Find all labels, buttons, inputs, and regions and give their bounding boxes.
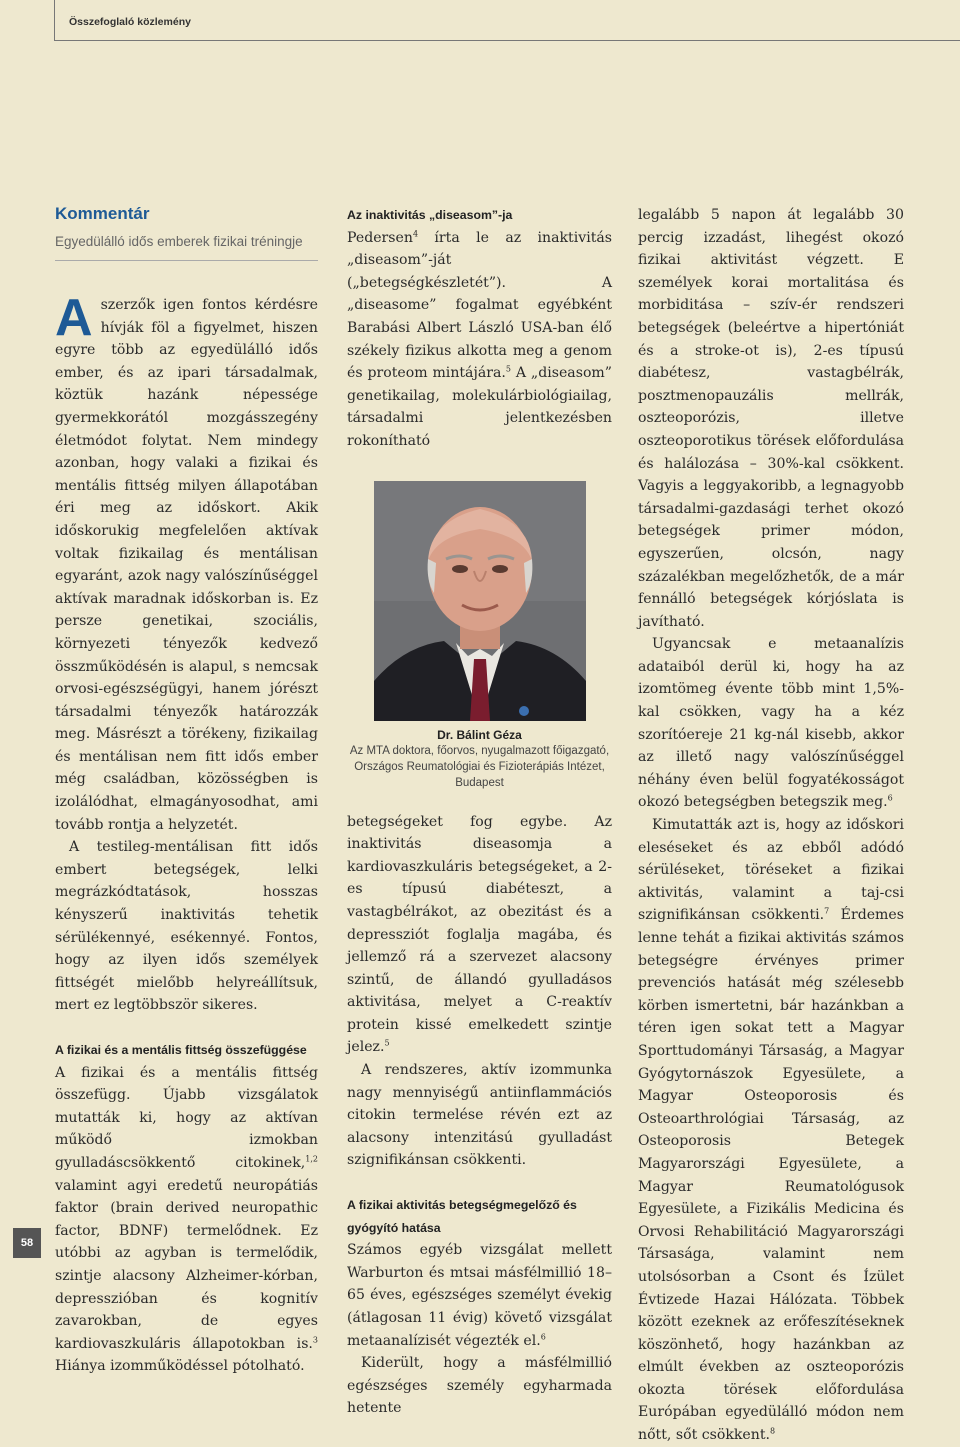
paragraph (638, 633, 904, 814)
paragraph (347, 227, 612, 453)
paragraph-text: betegségeket fog egybe. Az inaktivitás diseasomja a kardiovaszkuláris betegségeket, a 2-es típusú diabéteszt, a vastagbélrákot, az obezitást és a depressziót foglalja magába, és jellemző rá a szervezet alacsony szintű, de állandó gyulladásos aktivitása, melyet a C-reaktív protein kissé emelkedett szintje jelez. (347, 813, 612, 1056)
paragraph-text: szerzők igen fontos kérdésre hívják föl a figyelmet, hiszen egyre több az egyedülálló idős ember, és az ipari társadalmak, köztük hazánk népessége gyermekkorától mozgásszegény életmódot folytat. Nem mindegy azonban, hogy valaki a fizikai és mentális fittség milyen állapotában éri meg az időskort. Akik időskorukig megfelelően aktívak voltak fizikailag és mentálisan egyaránt, azok nagy valószínűséggel aktívak maradnak időskorban is. Ez persze genetikai, szociális, környezeti tényezők kedvező összműködésén is alapul, s nemcsak orvosi-egészségügyi, hanem jórészt társadalmi tényezők határozzák meg. Másrészt a törékeny, fizikailag és mentálisan nem fitt idős ember még családban, közösségben is izolálódhat, elmagányosodhat, ami tovább rontja a helyzetét. (55, 297, 318, 833)
footnote-ref: 4 (412, 228, 419, 238)
subheading: A fizikai és a mentális fittség összefüggése (55, 1043, 307, 1057)
footnote-ref: 3 (312, 1335, 318, 1345)
paragraph: legalább 5 napon át legalább 30 percig izzadást, lihegést okozó fizikai aktivitást végzett. E személyek korai mortalitása és morbiditása – szív-ér rendszeri betegségek (beleértve a hipertóniát és a stroke-ot is), 2-es típusú diabétesz, vastagbélrák, posztmenopauzális mellrák, oszteoporózis, illetve oszteoporotikus törések előfordulása és halálozása – 30%-kal csökkent. Vagyis a leggyakoribb, a legnagyobb társadalmi-gazdasági terhet okozó betegségek primer módon, egyszerűen, olcsón, nagy százalékban megelőzhetők, de a már fennálló betegségek kórjóslata is javítható. (638, 207, 904, 630)
paragraph (347, 811, 612, 1060)
paragraph-text: valamint agyi eredetű neuropátiás faktor (brain derived neuropathic factor, BDNF) termelődnek. Ez utóbbi az agyban is termelődik, szintje alacsony Alzheimer-kórban, depresszióban és kognitív zavarokban, de egyes kardiovaszkuláris állapotokban is. (55, 1177, 318, 1352)
column-1 (55, 204, 318, 1378)
section-title: Kommentár (55, 204, 150, 223)
page-number: 58 (13, 1228, 41, 1258)
paragraph-text: Érdemes lenne tehát a fizikai aktivitás számos betegségre érvényes primer prevenciós hatását még szélesebb körben ismertetni, bár hazánkban a téren igen sokat tett a Magyar Sporttudományi Társaság, a Magyar Gyógytornászok Egyesülete, a Magyar Osteoporosis és Osteoarthrológiai Társaság, az Osteoporosis Betegek Magyarországi Egyesülete, a Magyar Reumatológusok Egyesülete, a Fizikális Medicina és Orvosi Rehabilitáció Magyarországi Társasága, valamint nem utolsósorban a Csont és Ízület Évtizede Hazai Hálózata. Többek között ezeknek az erőfeszítéseknek köszönhető, hogy hazánkban az elmúlt években az oszteoporózis okozta törések előfordulása Európában egyedülálló módon nem nőtt, sőt csökkent. (638, 907, 904, 1444)
paragraph (347, 1239, 612, 1352)
portrait-caption (347, 727, 612, 791)
paragraph (638, 814, 904, 1447)
author-portrait (374, 481, 586, 721)
paragraph: A testileg-mentálisan fitt idős embert betegségek, lelki megrázkódtatások, hosszas kényszerű inaktivitás tehetik sérülékennyé, esékennyé. Fontos, hogy az ilyen idős személyek fittségét mielőbb helyreállítsuk, mert ez legtöbbször sikeres. (55, 839, 318, 1014)
column-3 (638, 204, 904, 1447)
caption-name: Dr. Bálint Géza (437, 727, 522, 742)
footnote-ref: 6 (887, 793, 893, 803)
paragraph-text: Ugyancsak e metaanalízis adataiból derül ki, hogy ha az izomtömeg évente több mint 1,5%-kal csökken, vagy ha a kéz szorítóereje 21 kg-nál kisebb, akkor az illető nagy valószínűséggel néhány éven belül fogyatékosságot okozó betegségben betegszik meg. (638, 636, 904, 811)
paragraph-text: A „diseasom” genetikailag, molekulárbiológiailag, társadalmi jelentkezésben rokonítható (347, 365, 612, 449)
paragraph (55, 1062, 318, 1378)
paragraph-text: írta le az inaktivitás „diseasom”-ját („betegségkészletét”). A „diseasome” fogalmat egyébként Barabási Albert László USA-ban élő székely fizikus alkotta meg a genom és proteom mintájára. (347, 229, 612, 382)
paragraph-text: Kimutatták azt is, hogy az időskori eleséseket és az ebből adódó sérüléseket, töréseket a fizikai aktivitás, valamint a taj-csi szignifikánsan csökkenti. (638, 817, 904, 924)
paragraph (55, 289, 318, 836)
drop-cap: A (55, 289, 93, 347)
paragraph-text: A fizikai és a mentális fittség összefügg. Újabb vizsgálatok mutatták ki, hogy az aktívan működő izmokban gyulladáscsökkentő citokinek, (55, 1064, 318, 1171)
paragraph: A rendszeres, aktív izommunka nagy mennyiségű antiinflammációs citokin termelése révén ezt az alacsony intenzitású gyulladást szignifikánsan csökkenti. (347, 1062, 612, 1169)
portrait-image (374, 481, 586, 721)
paragraph-text: Hiánya izomműködéssel pótolható. (55, 1358, 305, 1375)
subheading: A fizikai aktivitás betegségmegelőző és gyógyító hatása (347, 1198, 577, 1235)
subheading: Az inaktivitás „diseasom”-ja (347, 208, 513, 222)
footnote-ref: 5 (505, 364, 511, 374)
footnote-ref: 7 (824, 906, 830, 916)
footnote-ref: 8 (769, 1426, 776, 1436)
caption-text: Az MTA doktora, főorvos, nyugalmazott főigazgató, Országos Reumatológiai és Fizioterápiás Intézet, Budapest (349, 744, 610, 789)
paragraph-text: Számos egyéb vizsgálat mellett Warburton és mtsai másfélmillió 18–65 éves, egészséges személyt évekig (átlagosan 11 évig) követő vizsgálat metaanalízisét végezték el. (347, 1242, 612, 1349)
portrait-figure (347, 481, 612, 791)
header-bar (54, 0, 960, 41)
running-head: Összefoglaló közlemény (69, 16, 191, 28)
footnote-ref: 6 (540, 1331, 546, 1341)
paragraph-text: Pedersen (347, 229, 413, 246)
section-subtitle: Egyedülálló idős emberek fizikai tréningje (55, 232, 318, 261)
paragraph: Kiderült, hogy a másfélmillió egészséges személy egyharmada hetente (347, 1355, 612, 1417)
footnote-ref: 5 (384, 1038, 390, 1048)
footnote-ref: 1,2 (305, 1154, 318, 1164)
column-2 (347, 204, 612, 1420)
